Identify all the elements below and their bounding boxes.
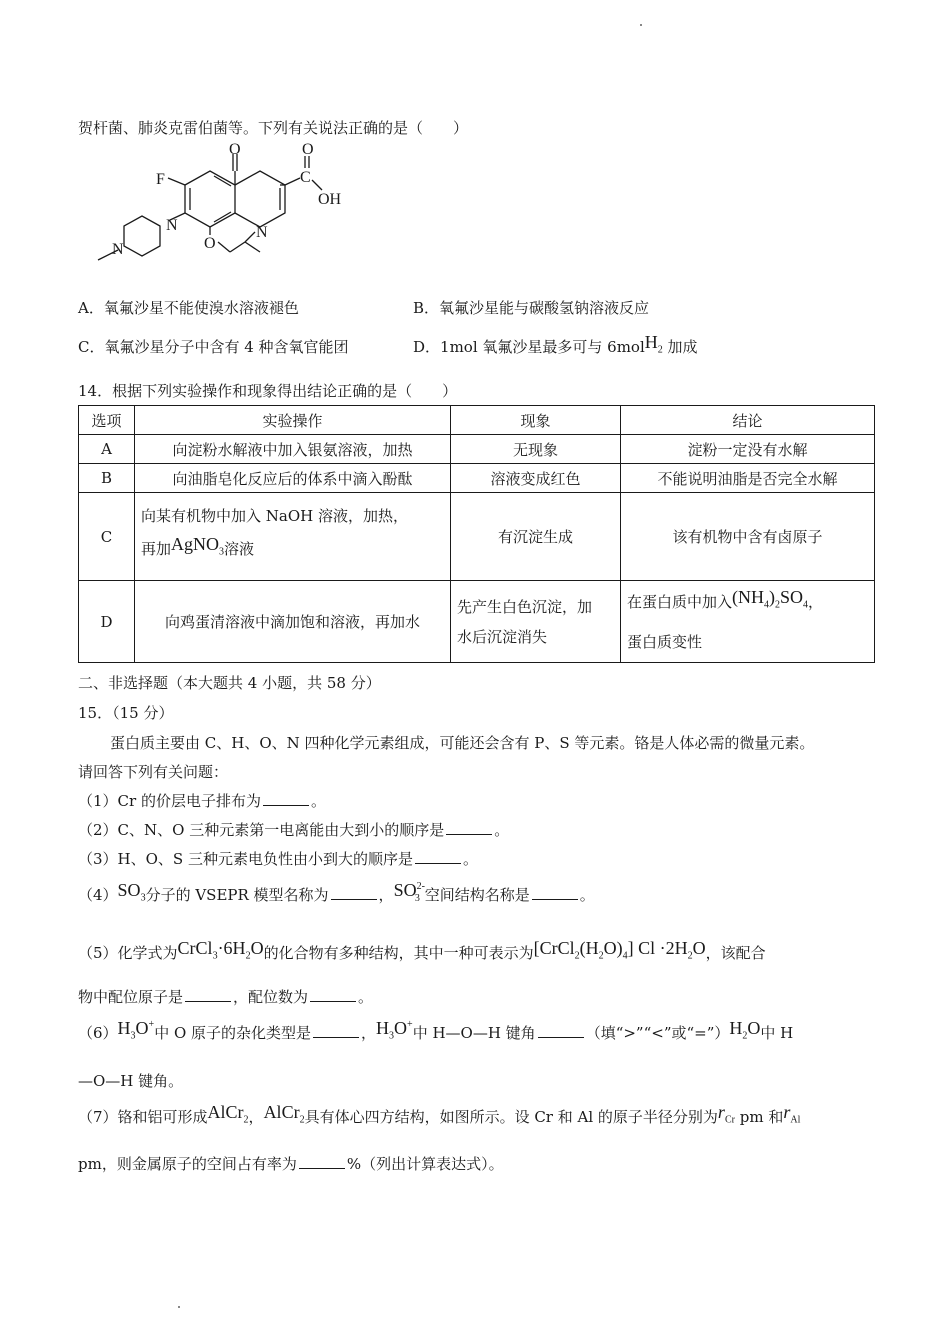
q14-stem: 14．根据下列实验操作和现象得出结论正确的是（ ） — [78, 382, 458, 400]
row-c-operation-line1: 向某有机物中加入 NaOH 溶液，加热， — [141, 507, 408, 526]
q13-option-d — [413, 332, 698, 360]
answer-blank[interactable] — [310, 987, 356, 1002]
row-a-option: A — [79, 435, 135, 464]
experiment-table — [78, 405, 875, 663]
piperazine-ring — [124, 216, 160, 256]
sulfite-ion-formula: $SO^{2-}_3$ — [393, 880, 425, 904]
row-b-phenomenon: 溶液变成红色 — [451, 464, 621, 493]
row-c-phenomenon: 有沉淀生成 — [451, 493, 621, 581]
ammonium-sulfate-formula: $(NH_4)_2SO_4$ — [732, 587, 809, 611]
water-formula: $H_2O$ — [729, 1018, 761, 1042]
answer-blank[interactable] — [185, 987, 231, 1002]
answer-blank[interactable] — [331, 885, 377, 900]
structural-formula-ofloxacin — [90, 140, 350, 270]
hydronium-formula: $H_3O^+$ — [376, 1018, 413, 1042]
q15-part3: （3）H、O、S 三种元素电负性由小到大的顺序是 。 — [78, 850, 478, 868]
q13-option-b: B．氧氟沙星能与碳酸氢钠溶液反应 — [413, 299, 650, 317]
ring-nitrogen-label: N — [256, 224, 268, 241]
row-b-option: B — [79, 464, 135, 493]
row-c-operation-line2: 再加AgNO$_3$溶液 — [141, 534, 255, 559]
q15-part5: （5）化学式为$CrCl_3\cdot 6H_2O$的化合物有多种结构，其中一种可表示为$[CrCl_2(H_2O)_4]$ $Cl \cdot 2H_2O$，该配合 — [78, 938, 766, 962]
q15-part2: （2）C、N、O 三种元素第一电离能由大到小的顺序是 。 — [78, 821, 510, 839]
complex-formula: $[CrCl_2(H_2O)_4]$ $Cl \cdot 2H_2O$ — [533, 938, 706, 962]
q15-part6-line2: —O—H 键角。 — [78, 1072, 184, 1090]
q15-intro-line1: 蛋白质主要由 C、H、O、N 四种化学元素组成，可能还会含有 P、S 等元素。铬是人体必需的微量元素。 — [110, 734, 815, 752]
row-c-operation — [135, 493, 451, 581]
hydroxyl-label: OH — [318, 191, 342, 208]
ether-oxygen-label: O — [204, 235, 216, 252]
row-d-operation: 向鸡蛋清溶液中滴加饱和溶液，再加水 — [135, 581, 451, 663]
answer-blank[interactable] — [415, 849, 461, 864]
answer-blank[interactable] — [263, 791, 309, 806]
q15-part7-line2: pm，则金属原子的空间占有率为 %（列出计算表达式）。 — [78, 1155, 504, 1173]
q15-intro-line2: 请回答下列有关问题： — [78, 763, 229, 781]
row-a-operation: 向淀粉水解液中加入银氨溶液，加热 — [135, 435, 451, 464]
row-a-phenomenon: 无现象 — [451, 435, 621, 464]
q15-part1: （1）Cr 的价层电子排布为 。 — [78, 792, 326, 810]
table-row — [79, 493, 875, 581]
q13-option-a: A．氧氟沙星不能使溴水溶液褪色 — [78, 299, 299, 317]
answer-blank[interactable] — [532, 885, 578, 900]
so3-formula: $SO_3$ — [117, 880, 146, 904]
ketone-oxygen-label: O — [229, 141, 241, 158]
header-conclusion: 结论 — [621, 406, 875, 435]
row-d-option: D — [79, 581, 135, 663]
pyridone-ring — [235, 171, 285, 227]
section-two-title: 二、非选择题（本大题共 4 小题，共 58 分） — [78, 674, 381, 692]
q13-option-d-prefix: D．1mol 氧氟沙星最多可与 6mol — [413, 338, 645, 356]
q15-number: 15．（15 分） — [78, 704, 174, 722]
table-row — [79, 464, 875, 493]
answer-blank[interactable] — [313, 1023, 359, 1038]
row-c-option: C — [79, 493, 135, 581]
answer-blank[interactable] — [299, 1154, 345, 1169]
row-d-phenomenon: 先产生白色沉淀，加 水后沉淀消失 — [451, 581, 621, 663]
row-d-conclusion — [621, 581, 875, 663]
table-header-row — [79, 406, 875, 435]
header-phenomenon: 现象 — [451, 406, 621, 435]
question-intro-line: 贺杆菌、肺炎克雷伯菌等。下列有关说法正确的是（ ） — [78, 119, 469, 137]
agno3-formula: AgNO$_3$ — [171, 534, 225, 558]
header-option: 选项 — [79, 406, 135, 435]
table-row — [79, 581, 875, 663]
carboxyl-oxygen-label: O — [302, 141, 314, 158]
benzene-ring — [185, 171, 235, 227]
page-speck — [178, 1306, 180, 1308]
answer-blank[interactable] — [538, 1023, 584, 1038]
q13-option-d-suffix: 加成 — [667, 338, 698, 356]
fluorine-label: F — [156, 171, 165, 188]
methyl-nitrogen-label: N — [112, 241, 124, 258]
q15-part4: $(4)SO_3$分子的 VSEPR 模型名称为 ，$SO^{2-}_3$ 空间结构名称是 。 — [78, 880, 595, 904]
q13-option-c: C．氧氟沙星分子中含有 4 种含氧官能团 — [78, 338, 349, 356]
q15-part5-line2: 物中配位原子是 ，配位数为 。 — [78, 988, 374, 1006]
q15-part7: （7）铬和铝可形成AlCr$_2$，AlCr$_2$具有体心四方结构，如图所示。设 Cr 和 Al 的原子半径分别为$r_{Cr}$ pm 和$r_{Al}$ — [78, 1102, 801, 1126]
row-c-conclusion: 该有机物中含有卤原子 — [621, 493, 875, 581]
q15-part6: $(6)H_3O^+$中 O 原子的杂化类型是 ，$H_3O^+$中 H—O—H 键角 （填“>”“<”或“$=”)H_2O$中 H — [78, 1018, 794, 1042]
row-d-conclusion-line1: 在蛋白质中加入$(NH_4)_2SO_4$， — [627, 587, 824, 612]
answer-blank[interactable] — [446, 820, 492, 835]
piperazine-nitrogen-label: N — [166, 217, 178, 234]
row-b-operation: 向油脂皂化反应后的体系中滴入酚酞 — [135, 464, 451, 493]
radius-al-symbol: $r_{Al}$ — [783, 1102, 801, 1126]
row-d-conclusion-line2: 蛋白质变性 — [627, 632, 703, 651]
page-speck — [640, 24, 642, 26]
radius-cr-symbol: $r_{Cr}$ — [717, 1102, 735, 1126]
hydronium-formula: $H_3O^+$ — [117, 1018, 155, 1042]
row-a-conclusion: 淀粉一定没有水解 — [621, 435, 875, 464]
header-operation: 实验操作 — [135, 406, 451, 435]
alcr2-formula: AlCr$_2$ — [263, 1102, 305, 1126]
table-row — [79, 435, 875, 464]
chromium-chloride-hydrate-formula: $CrCl_3\cdot 6H_2O$ — [177, 938, 264, 962]
carboxyl-carbon-label: C — [300, 169, 311, 186]
q13-option-d-formula: $H_2$ — [644, 332, 663, 356]
row-b-conclusion: 不能说明油脂是否完全水解 — [621, 464, 875, 493]
alcr2-formula: AlCr$_2$ — [207, 1102, 249, 1126]
